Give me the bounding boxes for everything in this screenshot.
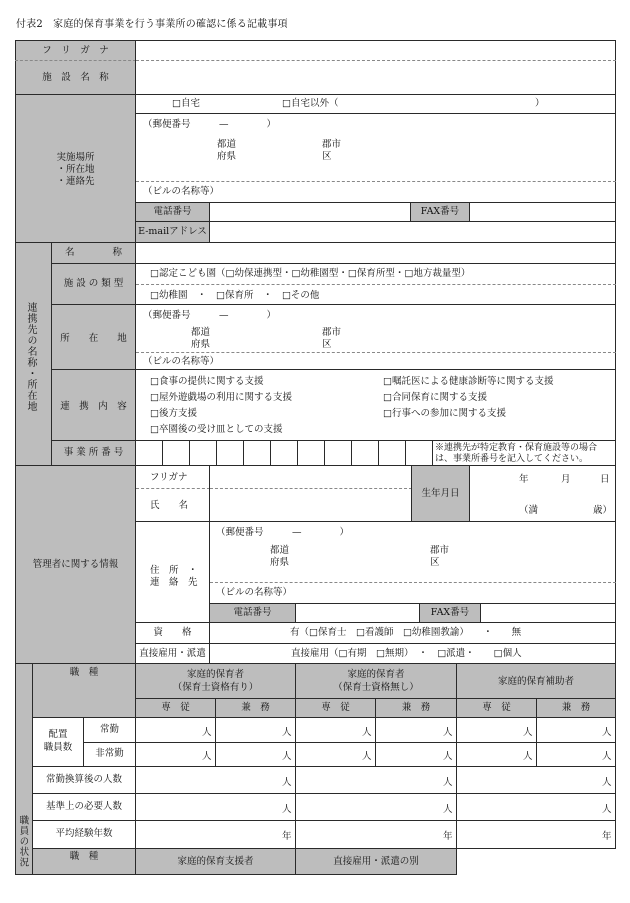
page-title: 付表2 家庭的保育事業を行う事業所の確認に係る記載事項 [16, 19, 288, 30]
staff-cell[interactable] [456, 766, 616, 794]
staff-cell[interactable] [456, 793, 616, 821]
manager-fax-field[interactable] [480, 603, 616, 623]
partner-name-field[interactable] [135, 242, 616, 264]
location-label: 実施場所 ・所在地 ・連絡先 [56, 152, 95, 187]
staff-cell[interactable] [135, 766, 296, 794]
other-than-home-checkbox[interactable]: □自宅以外（ [282, 98, 339, 109]
facility-name-field[interactable] [135, 40, 616, 95]
staff-cell[interactable] [295, 820, 457, 849]
staff-cell[interactable] [135, 820, 296, 849]
manager-phone-field[interactable] [295, 603, 420, 623]
manager-name-field[interactable] [209, 465, 412, 522]
home-checkbox[interactable]: □自宅 [172, 98, 200, 109]
phone-field[interactable] [209, 202, 411, 222]
office-number-field[interactable] [135, 440, 433, 466]
staff-cell[interactable] [456, 820, 616, 849]
facility-name-label: 施 設 名 称 [42, 72, 109, 83]
staff-side-label: 職員の状況 [17, 815, 29, 868]
staff-cell[interactable] [295, 766, 457, 794]
email-field[interactable] [209, 221, 616, 243]
fax-field[interactable] [469, 202, 616, 222]
staff-cell[interactable] [295, 793, 457, 821]
furigana-label: フ リ ガ ナ [42, 45, 109, 56]
partner-side-label: 連携先の名称・所在地 [25, 302, 36, 412]
staff-cell[interactable] [135, 793, 296, 821]
